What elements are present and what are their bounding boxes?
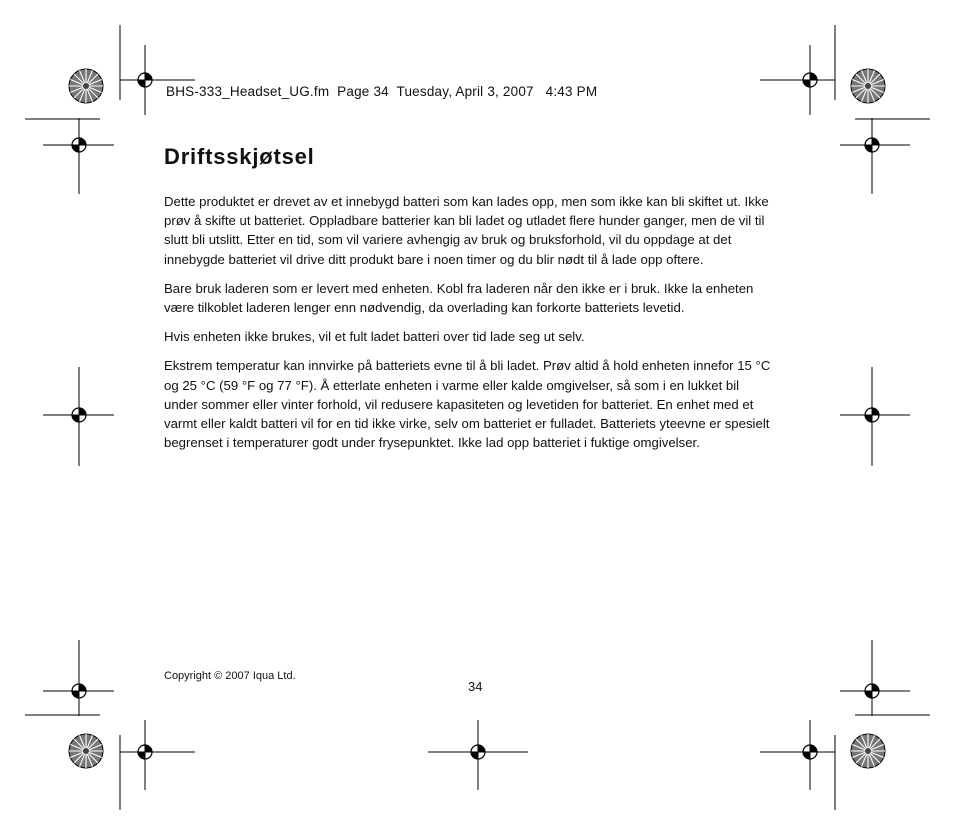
paragraph-battery: Dette produktet er drevet av et innebygd batteri som kan lades opp, men som ikke kan bli skiftet ut. Ikke prøv å skifte ut batteriet. Oppladbare batterier kan bli ladet og utladet flere hunder ganger, men de vil til slutt bli utslitt. Etter en tid, som vil variere avhengig av bruk og bruksforhold, vil du oppdage at det innebygde batteriet vil drive ditt produkt bare i noen timer og du blir nødt til å lade opp oftere. <box>164 194 769 267</box>
page-title: Driftsskjøtsel <box>164 144 315 169</box>
page-number: 34 <box>468 679 483 694</box>
file-header: BHS-333_Headset_UG.fm Page 34 Tuesday, April 3, 2007 4:43 PM <box>166 84 598 99</box>
paragraph-self-discharge: Hvis enheten ikke brukes, vil et fult ladet batteri over tid lade seg ut selv. <box>164 329 585 345</box>
copyright-notice: Copyright © 2007 Iqua Ltd. <box>164 670 296 682</box>
body-text <box>164 192 776 462</box>
paragraph-temperature: Ekstrem temperatur kan innvirke på batteriets evne til å bli ladet. Prøv altid å hold enheten innefor 15 °C og 25 °C (59 °F og 77 °F). Å etterlate enheten i varme eller kalde omgivelser, så som i en lukket bil under sommer eller vinter forhold, vil redusere kapasiteten og levetiden for batteriet. En enhet med et varmt eller kaldt batteri vil for en tid ikke virke, selv om batteriet er fulladet. Batteriets yteevne er spesielt begrenset i temperaturer godt under frysepunktet. Ikke lad opp batteriet i fuktige omgivelser. <box>164 358 771 451</box>
paragraph-charger: Bare bruk laderen som er levert med enheten. Kobl fra laderen når den ikke er i bruk. Ikke la enheten være tilkoblet laderen lenger enn nødvendig, da overlading kan forkorte batteriets levetid. <box>164 280 754 316</box>
